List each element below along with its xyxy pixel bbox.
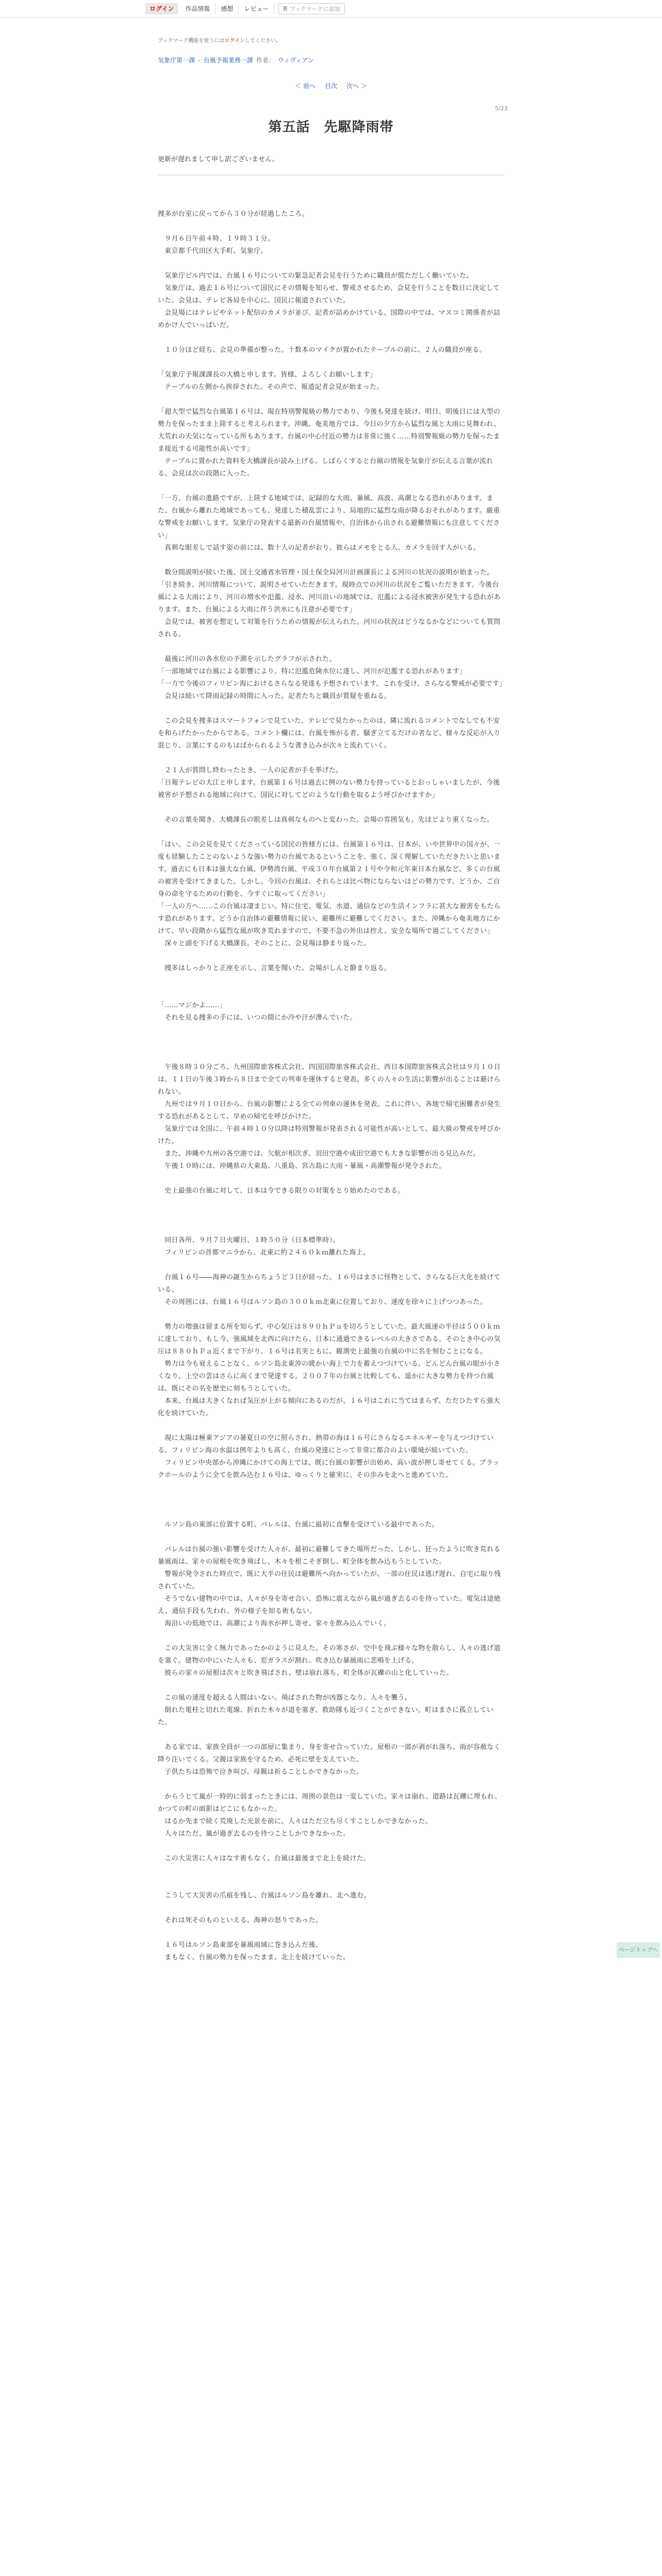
novel-line: また、沖縄や九州の各空港では、欠航が相次ぎ、羽田空港や成田空港でも大きな影響が出る見込みだ。: [158, 1150, 480, 1158]
novel-line: 勢力は今も衰えることなく、ルソン島北東沖の暖かい海上で力を蓄えつづけている。どんどん台風の眼が小さくなり、上空の雲はさらに高くまで発達する。２００７年の台風と比較しても、遥かに大きな勢力を持つ台風は、既にその名を歴史に刻もうとしていた。: [158, 1360, 501, 1393]
novel-line: [158, 641, 504, 653]
novel-line: パレルは台風の強い影響を受けた人々が、最初に避難してきた場所だった。しかし、狂ったように吹き荒れる暴風雨は、家々の屋根を吹き飛ばし、木々を根こそぎ倒し、町全体を飲み込もうとしていた。: [158, 1546, 501, 1566]
novel-line: 現に太陽は極東アジアの暑夏日の空に照らされ、熱帯の海は１６号にさらなるエネルギーを与えつづけている。フィリピン海の水温は例年よりも高く、台風の発達にとって非常に都合のよい環境が続いていた。: [158, 1434, 494, 1454]
novel-line: はるか先まで続く荒廃した光景を前に、人々はただ立ち尽くすことしかできなかった。: [158, 1818, 433, 1825]
novel-line: [158, 258, 504, 270]
novel-line: 気象庁ビル内では、台風１６号についての緊急記者会見を行うために職員が慌ただしく働いていた。: [158, 272, 473, 280]
breadcrumb: [158, 56, 314, 64]
novel-line: 会見は続いて降雨記録の時間に入った。記者たちと職員が質疑を重ねる。: [158, 692, 391, 700]
novel-line: [158, 1259, 504, 1272]
novel-line: 最後に河川の各水位の予測を示したグラフが示された。: [158, 655, 336, 663]
novel-line: [158, 1024, 504, 1037]
novel-line: 捜多はしっかりと正座を示し、言葉を聞いた。会場がしんと静まり返る。: [158, 964, 391, 972]
top-nav-inner: [145, 0, 517, 18]
novel-line: [158, 1049, 504, 1061]
novel-line: それを見る捜多の手には、いつの間にか冷や汗が滲んでいた。: [158, 1014, 357, 1022]
novel-line: [158, 1309, 504, 1321]
novel-line: [158, 480, 504, 493]
novel-line: 気象庁では全国に、午前４時１０分以降は特別警報が発表される可能性が高いとして、最大級の警戒を呼びかけた。: [158, 1125, 501, 1145]
novel-line: [158, 1729, 504, 1741]
novel-line: [158, 802, 504, 814]
bookmark-label: ブックマークに追加: [289, 6, 340, 12]
episode-number: 5/23: [495, 105, 508, 112]
novel-line: 「……マジかよ……」: [158, 1002, 226, 1009]
novel-line: [158, 1840, 504, 1853]
novel-line: １６号はルソン島東部を暴風雨域に巻き込んだ後、: [158, 1941, 323, 1949]
novel-line: 史上最強の台風に対して、日本は今できる限りの対策をとり始めたのである。: [158, 1187, 405, 1195]
novel-line: 「はい。この会見を見てくださっている国民の皆様方には、台風第１６号は、日本が、いや世界中の国々が、一度も経験したことのないような強い勢力の台風であるということを、強く、深く理解していただきたいと思います。過去にも日本は強大な台風、伊勢湾台風、平成３０年台風第２１号や令和元年東日本台風など、多くの台風の被害を受けてきました。しかし、今回の台風は、それらとは比べ物にならないほどの勢力です。どうか、ご自身の命を守るための行動を、今すぐに取ってください」: [158, 841, 501, 898]
novel-line: [158, 752, 504, 765]
novel-line: 「超大型で猛烈な台風第１６号は、現在特別警報級の勢力であり、今後も発達を続け、明日、明後日には大型の勢力を保ったまま上陸すると考えられます。沖縄、奄美地方では、今日の夕方から猛烈な風と大雨に見舞われ、大荒れの天気になっている所もあります。台風の中心付近の勢力は非常に強く……特別警報級の勢力を保ったまま接近する可能性が高いです」: [158, 408, 501, 453]
novel-line: 真剣な眼差しで話す姿の前には、数十人の記者がおり、彼らはメモをとる人、カメラを回す人がいる。: [158, 544, 481, 552]
next-episode-link[interactable]: 次へ ＞: [346, 82, 367, 90]
novel-line: [158, 221, 504, 233]
episode-title: 第五話 先駆降雨帯: [268, 120, 394, 135]
novel-line: フィリピン中央部から沖縄にかけての海上では、既に台風の影響が出始め、高い波が押し寄せてくる。ブラックホールのように全てを飲み込む１６号は、ゆっくりと確実に、その歩みを北へと進めていた。: [158, 1459, 500, 1479]
novel-line: [158, 1865, 504, 1877]
novel-line: [158, 1420, 504, 1432]
nav-item-reviews[interactable]: レビュー: [239, 3, 274, 14]
novel-line: この風の速度を超える人間はいない。飛ばされた物が凶器となり、人々を襲う。: [158, 1694, 412, 1702]
episode-pager: [0, 81, 662, 90]
novel-line: １０分ほど経ち、会見の準備が整った。十数本のマイクが置かれたテーブルの前に、２人の職員が座る。: [158, 346, 486, 354]
top-nav-bar: [0, 0, 662, 18]
novel-line: そうでない建物の中では、人々が身を寄せ合い、恐怖に震えながら嵐が過ぎ去るのを待っていた。電気は途絶え、通信手段も失われ、外の様子を知る術もない。: [158, 1595, 501, 1615]
novel-line: テーブルの左側から挨拶された。その声で、報道記者会見が始まった。: [158, 383, 384, 391]
novel-line: [158, 1902, 504, 1914]
novel-line: 午後１０時には、沖縄県の大東島、八重島、宮古島に大雨・暴風・高潮警報が発令された。: [158, 1162, 446, 1170]
novel-line: 会見では、被害を想定して対策を行うための情報が伝えられた。河川の状況はどうなるかなどについても質問される。: [158, 618, 501, 638]
notice-login-link[interactable]: ログイン: [224, 38, 245, 44]
novel-line: 会見場にはテレビやネット配信のカメラが並び、記者が詰めかけている。国際の中では、マスコミ関係者が詰めかけ人でいっぱいだ。: [158, 309, 501, 329]
novel-line: この大災害に全く無力であったかのように見えた。その寒さが、空中を飛ぶ様々な物を散らし、人々の逃げ道を塞ぐ。建物の中にいた人々も、窓ガラスが割れ、吹き込む暴風雨に悲鳴を上げる。: [158, 1645, 501, 1665]
bookmark-login-notice: [158, 36, 281, 44]
novel-line: 「気象庁予報課課長の大橋と申します。皆様、よろしくお願いします」: [158, 371, 377, 379]
toc-link[interactable]: 目次: [324, 82, 337, 90]
novel-line: [158, 1494, 504, 1506]
page-top-button[interactable]: ページトップへ: [617, 1942, 660, 1958]
novel-line: 「一方、台風の進路ですが、上陸する地域では、記録的な大雨、暴風、高波、高潮となる恐れがあります。また、台風から離れた地域であっても、発達した積乱雲により、局地的に猛烈な雨が降るおそれがあります。厳重な警戒をお願いします。気象庁の発表する最新の台風情報や、自治体から出される避難情報にも注意してください」: [158, 495, 500, 539]
novel-line: 東京都千代田区大手町、気象庁。: [158, 247, 268, 255]
novel-line: 九州では９月１０日から、台風の影響による全ての列車の運休を発表。これに伴い、各地で帰宅困難者が発生する恐れがあるとして、早めの帰宅を呼びかけた。: [158, 1100, 501, 1121]
login-button[interactable]: ログイン: [145, 3, 178, 14]
novel-line: [158, 1630, 504, 1642]
novel-line: それは死そのものといえる、海神の怒りであった。: [158, 1917, 323, 1924]
novel-line: [158, 1506, 504, 1519]
notice-text-before: ブックマーク機能を使うには: [158, 38, 225, 44]
novel-line: [158, 1778, 504, 1791]
bookmark-button[interactable]: [278, 3, 344, 14]
novel-line: 「一人の方へ……この台風は凄まじい。特に住宅、電気、水道、通信などの生活インフラに甚大な被害をもたらす恐れがあります。どうか自治体の避難情報に従い、避難所に避難してください。また、沖縄から奄美地方にかけて、早い段階から猛烈な風が吹き荒れますので、不要不急の外出は控え、安全な場所で過ごしてください」: [158, 903, 501, 935]
novel-line: この会見を捜多はスマートフォンで見ていた。テレビで見たかったのは、隣に流れるコメントでなしでも不安を和らげたかったからである。コメント欄には、台風を怖がる者、騒ぎ立てるだけの者など、様々な反応が入り混じり、言葉にするのもはばかられるような書き込みが次々と流れていく。: [158, 717, 501, 750]
breadcrumb-separator: ›: [198, 56, 201, 64]
novel-line: ある家では、家族全員が一つの部屋に集まり、身を寄せ合っていた。屋根の一部が剥がれ落ち、雨が容赦なく降り注いでくる。父親は家族を守るため、必死に壁を支えていた。: [158, 1743, 501, 1764]
novel-line: 深々と頭を下げる大橋課長。そのことに、会見場は静まり返った。: [158, 940, 371, 947]
novel-line: その周囲には、台風１６号はルソン島の３００ｋｍ北東に位置しており、速度を徐々に上げつつあった。: [158, 1298, 487, 1306]
author-link[interactable]: ウィヴィアン: [277, 57, 314, 64]
novel-line: まもなく、台風の勢力を保ったまま、北上を続けていった。: [158, 1954, 350, 1961]
novel-line: フィリピンの首都マニラから、北東に約２４６０ｋｍ離れた海上。: [158, 1249, 370, 1257]
novel-line: 午後８時３０分ごろ、九州国際旅客株式会社、四国国際旅客株式会社、西日本国際旅客株式会社は９月１０日は、１１日の午後３時から８日まで全ての列車を運休すると発表。多くの人々の生活に影響が出ることは避けられない。: [158, 1063, 501, 1096]
novel-line: 「日報テレビの大江と申します。台風第１６号は過去に例のない勢力を持っているとおっしゃいましたが、今後被害が予想される地域に向けて、国民に対してどのような行動を取るよう呼びかけますか」: [158, 779, 500, 799]
novel-line: こうして大災害の爪痕を残し、台風はルソン島を離れ、北へ進む。: [158, 1892, 371, 1900]
novel-line: 同日各所、９月７日火曜日、１時５０分（日本標準時）。: [158, 1236, 340, 1244]
novel-line: [158, 1173, 504, 1185]
novel-line: 海沿いの低地では、高潮により海水が押し寄せ、家々を飲み込んでいく。: [158, 1620, 391, 1628]
novel-line: 人々はただ、嵐が過ぎ去るのを待つことしかできなかった。: [158, 1830, 350, 1838]
novel-line: [158, 1877, 504, 1890]
author-label: 作者：: [256, 57, 275, 64]
novel-line: 気象庁は、過去１６号について国民にその情報を知らせ、警戒させるため、会見を行うことを数日に決定していた。会見は、テレビ各局を中心に、国民に報道されていた。: [158, 284, 500, 304]
prev-episode-link[interactable]: ＜ 前へ: [295, 82, 316, 90]
novel-line: [158, 394, 504, 406]
novel-line: この大災害に人々はなす術もなく、台風は最後まで北上を続けた。: [158, 1855, 371, 1862]
novel-line: からうじて嵐が一時的に弱まったときには、周囲の景色は一変していた。家々は崩れ、道路は瓦礫に埋もれ、かつての町の面影はどこにもなかった。: [158, 1793, 502, 1813]
breadcrumb-work-link[interactable]: 台風予報業務一課: [203, 57, 253, 64]
novel-line: 「一部地域では台風による影響により、特に氾濫危険水位に達し、河川が氾濫する恐れがあります」: [158, 668, 467, 675]
novel-line: 捜多が台室に戻ってから３０分が経過したころ。: [158, 210, 309, 218]
novel-line: [158, 554, 504, 567]
novel-line: [158, 1210, 504, 1222]
novel-line: 倒れた電柱と切れた電線、折れた木々が道を塞ぎ、救助隊も近づくことができない。町はまさに孤立していた。: [158, 1706, 494, 1726]
novel-line: ９月６日午前４時、１９時３１分。: [158, 235, 275, 243]
novel-line: [158, 332, 504, 344]
notice-text-after: してください。: [244, 38, 281, 44]
novel-line: 彼らの家々の屋根は次々と吹き飛ばされ、壁は崩れ落ち、町全体が瓦礫の山と化していった。: [158, 1669, 453, 1677]
novel-line: 台風１６号――海神の誕生からちょうど３日が経った。１６号はまさに怪物として、さらなる巨大化を続けている。: [158, 1274, 501, 1294]
novel-line: [158, 1680, 504, 1692]
novel-line: [158, 357, 504, 369]
novel-line: [158, 1482, 504, 1494]
novel-line: [158, 987, 504, 999]
novel-line: [158, 1222, 504, 1234]
novel-line: テーブルに置かれた資料を大橋課長が読み上げる。しばらくすると台風の情報を気象庁が伝える言葉が流れる。会見は次の段階に入った。: [158, 457, 493, 478]
novel-line: ２１人が質問し終わったとき、一人の記者が手を挙げた。: [158, 767, 343, 774]
novel-line: [158, 196, 504, 208]
novel-line: [158, 950, 504, 962]
novel-line: [158, 826, 504, 839]
novel-line: [158, 1037, 504, 1049]
novel-line: 数分間説明が続いた後、国土交通省水管理・国土保全局河川計画課長による河川の状況の説明が始まった。: [158, 569, 494, 577]
novel-line: [158, 703, 504, 715]
novel-body: [158, 196, 504, 1964]
bookmark-icon: [283, 6, 287, 11]
novel-line: [158, 1927, 504, 1939]
novel-line: [158, 1197, 504, 1210]
novel-line: 子供たちは恐怖で泣き叫び、母親は祈ることしかできなかった。: [158, 1768, 363, 1776]
novel-line: 「引き続き、河川情報について、説明させていただきます。現時点での河川の状況をご覧いただきます。今後台風による大雨により、河川の増水や氾濫、浸水、河川沿いの地域では、氾濫による浸水被害が発生する恐れがあります。また、台風による大雨に伴う洪水にも注意が必要です」: [158, 581, 501, 614]
novel-line: [158, 975, 504, 987]
novel-line: 警報が発令された時点で、既に大半の住民は避難所へ向かっていたが、一部の住民は逃げ遅れ、自宅に取り残されていた。: [158, 1570, 501, 1590]
novel-line: 「一方で今後のフィリピン海におけるさらなる発達も予想されています。これを受け、さらなる警戒が必要です」: [158, 680, 506, 688]
novel-line: [158, 1531, 504, 1544]
breadcrumb-series-link[interactable]: 気象庁第一課: [158, 57, 195, 64]
preface: 更新が遅れまして申し訳ございません。: [158, 154, 504, 175]
novel-line: ルソン島の東部に位置する町、パレルは、台風に最初に直撃を受けている最中であった。: [158, 1521, 439, 1529]
nav-item-impressions[interactable]: 感想: [216, 3, 239, 14]
novel-line: 本来、台風は大きくなれば気圧が上がる傾向にあるのだが、１６号はこれに当てはまらず、ただひたすら強大化を続けていた。: [158, 1397, 500, 1417]
novel-line: その言葉を聞き、大橋課長の眼差しは真剣なものへと変わった。会場の雰囲気も、先ほどより重くなった。: [158, 816, 494, 824]
nav-item-work-info[interactable]: 作品情報: [180, 3, 216, 14]
novel-line: 勢力の増強は留まる所を知らず、中心気圧は８９０ｈＰａを切ろうとしていた。最大風速の半径は５００ｋｍに達しており、もし今、強風域を北西に向けたら、日本に通過できるレベルの大きさである。そのとき中心の気圧は８８０ｈＰａ近くまで下がり、１６号は名実ともに、観測史上最強の台風の中に名を刻むことになる。: [158, 1323, 501, 1355]
